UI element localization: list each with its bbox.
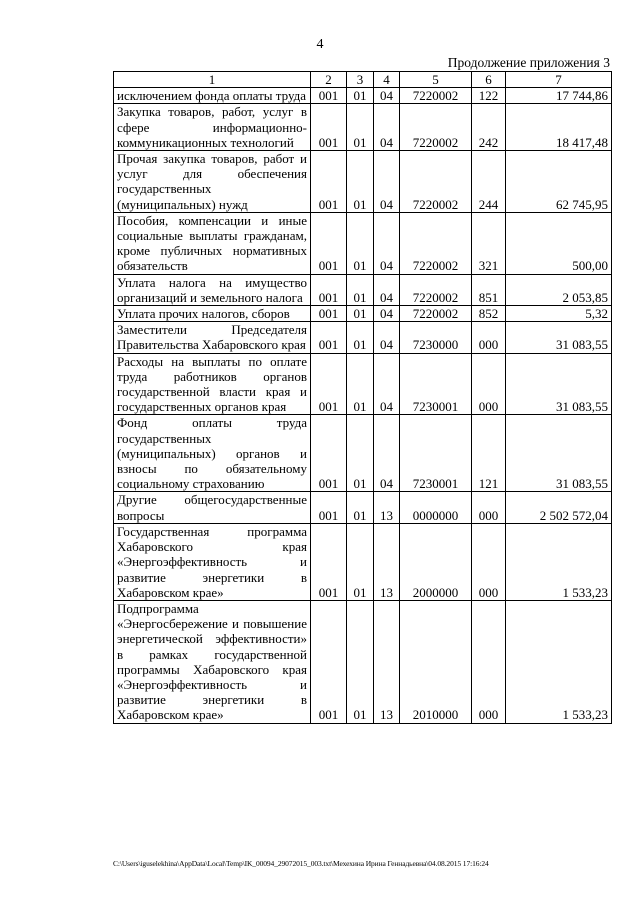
expense-type-code: 321 bbox=[472, 212, 506, 274]
section-code: 01 bbox=[347, 600, 374, 723]
target-article-code: 7220002 bbox=[400, 88, 472, 104]
subsection-code: 13 bbox=[374, 523, 400, 600]
table-row bbox=[114, 492, 612, 523]
amount: 2 502 572,04 bbox=[506, 492, 612, 523]
section-code: 01 bbox=[347, 104, 374, 151]
subsection-code: 04 bbox=[374, 88, 400, 104]
section-code: 01 bbox=[347, 415, 374, 492]
amount: 500,00 bbox=[506, 212, 612, 274]
table-row bbox=[114, 274, 612, 305]
target-article-code: 7220002 bbox=[400, 104, 472, 151]
row-name: Другие общегосударственные вопросы bbox=[114, 492, 311, 523]
row-name: исключением фонда оплаты труда bbox=[114, 88, 311, 104]
row-name: Расходы на выплаты по оплате труда работников органов государственной власти края и государственных органов края bbox=[114, 353, 311, 415]
section-code: 01 bbox=[347, 274, 374, 305]
expense-type-code: 000 bbox=[472, 523, 506, 600]
header-col-4: 4 bbox=[374, 72, 400, 88]
header-col-3: 3 bbox=[347, 72, 374, 88]
expense-type-code: 242 bbox=[472, 104, 506, 151]
subsection-code: 04 bbox=[374, 306, 400, 322]
amount: 1 533,23 bbox=[506, 600, 612, 723]
row-name: Подпрограмма «Энергосбережение и повышение энергетической эффективности» в рамках государственной программы Хабаровского края «Энергоэффективность и развитие энергетики в Хабаровском крае» bbox=[114, 600, 311, 723]
ministry-code: 001 bbox=[311, 104, 347, 151]
row-name: Уплата налога на имущество организаций и земельного налога bbox=[114, 274, 311, 305]
ministry-code: 001 bbox=[311, 88, 347, 104]
ministry-code: 001 bbox=[311, 212, 347, 274]
expense-type-code: 244 bbox=[472, 151, 506, 213]
target-article-code: 7230000 bbox=[400, 322, 472, 353]
row-name: Закупка товаров, работ, услуг в сфере информационно-коммуникационных технологий bbox=[114, 104, 311, 151]
target-article-code: 7220002 bbox=[400, 306, 472, 322]
amount: 31 083,55 bbox=[506, 353, 612, 415]
header-col-1: 1 bbox=[114, 72, 311, 88]
row-name: Фонд оплаты труда государственных (муниципальных) органов и взносы по обязательному социальному страхованию bbox=[114, 415, 311, 492]
target-article-code: 0000000 bbox=[400, 492, 472, 523]
amount: 17 744,86 bbox=[506, 88, 612, 104]
ministry-code: 001 bbox=[311, 523, 347, 600]
target-article-code: 7230001 bbox=[400, 353, 472, 415]
row-name: Прочая закупка товаров, работ и услуг для обеспечения государственных (муниципальных) нужд bbox=[114, 151, 311, 213]
expense-type-code: 121 bbox=[472, 415, 506, 492]
section-code: 01 bbox=[347, 322, 374, 353]
table-row bbox=[114, 151, 612, 213]
table-row bbox=[114, 212, 612, 274]
subsection-code: 04 bbox=[374, 274, 400, 305]
amount: 62 745,95 bbox=[506, 151, 612, 213]
subsection-code: 04 bbox=[374, 212, 400, 274]
ministry-code: 001 bbox=[311, 600, 347, 723]
section-code: 01 bbox=[347, 212, 374, 274]
table-row bbox=[114, 600, 612, 723]
subsection-code: 04 bbox=[374, 104, 400, 151]
section-code: 01 bbox=[347, 151, 374, 213]
amount: 31 083,55 bbox=[506, 415, 612, 492]
amount: 2 053,85 bbox=[506, 274, 612, 305]
row-name: Государственная программа Хабаровского края «Энергоэффективность и развитие энергетики в Хабаровском крае» bbox=[114, 523, 311, 600]
appendix-continuation-note: Продолжение приложения 3 bbox=[447, 55, 610, 70]
expense-type-code: 852 bbox=[472, 306, 506, 322]
header-col-5: 5 bbox=[400, 72, 472, 88]
target-article-code: 2010000 bbox=[400, 600, 472, 723]
table-row bbox=[114, 415, 612, 492]
row-name: Заместители Председателя Правительства Хабаровского края bbox=[114, 322, 311, 353]
ministry-code: 001 bbox=[311, 151, 347, 213]
expense-type-code: 122 bbox=[472, 88, 506, 104]
subsection-code: 13 bbox=[374, 492, 400, 523]
footer-file-path: C:\Users\iguselekhina\AppData\Local\Temp\IK_00094_29072015_003.txt\Мехехина Ирина Геннадьевна\04.08.2015 17:16:24 bbox=[113, 859, 489, 868]
target-article-code: 7230001 bbox=[400, 415, 472, 492]
section-code: 01 bbox=[347, 492, 374, 523]
amount: 5,32 bbox=[506, 306, 612, 322]
target-article-code: 7220002 bbox=[400, 151, 472, 213]
ministry-code: 001 bbox=[311, 492, 347, 523]
header-col-7: 7 bbox=[506, 72, 612, 88]
table-row bbox=[114, 353, 612, 415]
table-row bbox=[114, 306, 612, 322]
budget-table bbox=[113, 71, 612, 724]
target-article-code: 7220002 bbox=[400, 212, 472, 274]
page-number: 4 bbox=[316, 37, 324, 52]
subsection-code: 13 bbox=[374, 600, 400, 723]
ministry-code: 001 bbox=[311, 274, 347, 305]
expense-type-code: 000 bbox=[472, 353, 506, 415]
table-row bbox=[114, 322, 612, 353]
expense-type-code: 000 bbox=[472, 600, 506, 723]
section-code: 01 bbox=[347, 523, 374, 600]
subsection-code: 04 bbox=[374, 151, 400, 213]
subsection-code: 04 bbox=[374, 322, 400, 353]
amount: 31 083,55 bbox=[506, 322, 612, 353]
row-name: Пособия, компенсации и иные социальные выплаты гражданам, кроме публичных нормативных обязательств bbox=[114, 212, 311, 274]
table-row bbox=[114, 523, 612, 600]
section-code: 01 bbox=[347, 88, 374, 104]
amount: 1 533,23 bbox=[506, 523, 612, 600]
target-article-code: 2000000 bbox=[400, 523, 472, 600]
section-code: 01 bbox=[347, 306, 374, 322]
target-article-code: 7220002 bbox=[400, 274, 472, 305]
ministry-code: 001 bbox=[311, 415, 347, 492]
header-col-6: 6 bbox=[472, 72, 506, 88]
ministry-code: 001 bbox=[311, 306, 347, 322]
header-col-2: 2 bbox=[311, 72, 347, 88]
subsection-code: 04 bbox=[374, 353, 400, 415]
expense-type-code: 000 bbox=[472, 322, 506, 353]
amount: 18 417,48 bbox=[506, 104, 612, 151]
section-code: 01 bbox=[347, 353, 374, 415]
ministry-code: 001 bbox=[311, 353, 347, 415]
table-row bbox=[114, 104, 612, 151]
table-header-row bbox=[114, 72, 612, 88]
expense-type-code: 000 bbox=[472, 492, 506, 523]
expense-type-code: 851 bbox=[472, 274, 506, 305]
ministry-code: 001 bbox=[311, 322, 347, 353]
subsection-code: 04 bbox=[374, 415, 400, 492]
table-row bbox=[114, 88, 612, 104]
row-name: Уплата прочих налогов, сборов bbox=[114, 306, 311, 322]
